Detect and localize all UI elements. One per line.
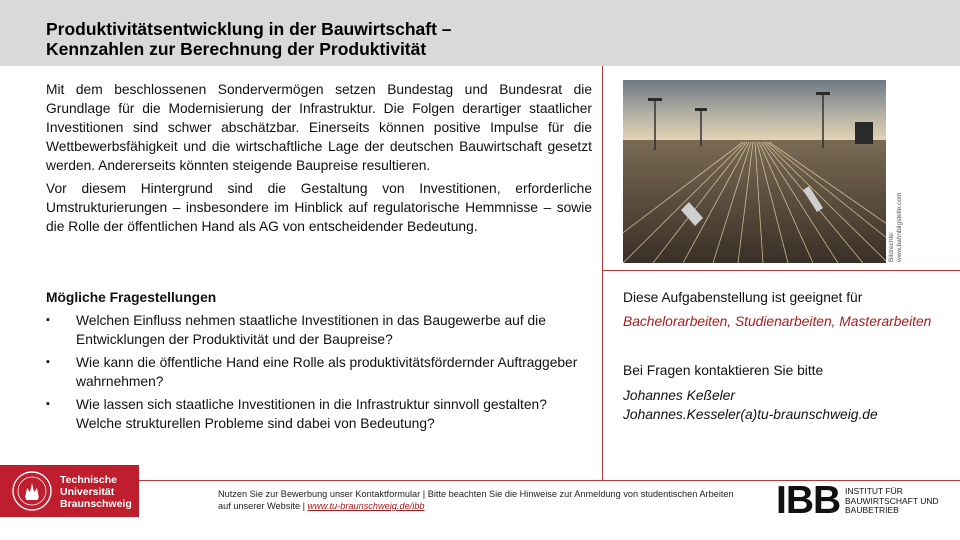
questions-heading: Mögliche Fragestellungen [46,290,217,305]
questions-list [46,311,592,437]
page-title-line2: Kennzahlen zur Berechnung der Produktivität [46,39,427,59]
bullet-icon: ▪ [46,314,50,326]
ibb-logo-mark: IBB [776,479,841,522]
question-text: Welchen Einfluss nehmen staatliche Investitionen in das Baugewerbe auf die Entwicklungen der Produktivität und der Baupreise? [76,313,546,347]
tu-line-2: Universität [60,486,115,498]
tu-line-1: Technische [60,474,117,486]
university-seal-icon [11,470,53,512]
tu-line-3: Braunschweig [60,498,132,510]
footer-note-text: Nutzen Sie zur Bewerbung unser Kontaktformular | Bitte beachten Sie die Hinweise zur Anmeldung von studentischen Arbeiten auf unserer Website | [218,489,734,511]
vertical-divider [602,66,603,480]
ibb-institute-name [845,487,939,516]
intro-paragraph-1: Mit dem beschlossenen Sondervermögen setzen Bundestag und Bundesrat die Grundlage für die Modernisierung der Infrastruktur. Die Folgen derartiger staatlicher Investitionen sind schwer abschätzbar. Einerseits können positive Impulse für die Wettbewerbsfähigkeit und die wirtschaftliche Lage der deutschen Bauwirtschaft gesetzt werden. Andererseits könnten steigende Baupreise resultieren. [46,82,592,173]
suitability-text: Diese Aufgabenstellung ist geeignet für [623,290,863,305]
photo-credit-line1: Bildrechte: [888,231,895,262]
ibb-line-1: INSTITUT FÜR [845,486,903,496]
intro-paragraph-2: Vor diesem Hintergrund sind die Gestaltung von Investitionen, erforderliche Umstrukturierungen – insbesondere im Hinblick auf regulatorische Hemmnisse – sowie die Rolle der öffentlichen Hand als AG von entscheidender Bedeutung. [46,181,592,234]
contact-email: Johannes.Kesseler(a)tu-braunschweig.de [623,407,878,422]
thesis-types: Bachelorarbeiten, Studienarbeiten, Masterarbeiten [623,314,932,329]
list-item [46,395,592,433]
contact-info [623,386,953,424]
page-title [46,19,452,59]
ibb-line-3: BAUBETRIEB [845,505,899,515]
header-bar [0,0,960,66]
page-title-line1: Produktivitätsentwicklung in der Bauwirtschaft – [46,19,452,39]
list-item [46,311,592,349]
ibb-line-2: BAUWIRTSCHAFT UND [845,495,939,506]
photo-credit [888,172,904,262]
contact-lead: Bei Fragen kontaktieren Sie bitte [623,363,824,378]
question-text: Wie kann die öffentliche Hand eine Rolle als produktivitätsfördernder Auftraggeber wahrnehmen? [76,355,578,389]
contact-name: Johannes Keßeler [623,388,735,403]
tu-wordmark [60,474,132,510]
bullet-icon: ▪ [46,356,50,368]
bullet-icon: ▪ [46,398,50,410]
list-item [46,353,592,391]
question-text: Wie lassen sich staatliche Investitionen in die Infrastruktur sinnvoll gestalten? Welche strukturellen Probleme sind dabei von Bedeutung? [76,397,547,431]
railway-photo [623,80,886,263]
intro-text [46,80,592,236]
photo-credit-line2: www.bahnbilgstelle.com [896,192,903,262]
footer-note [218,488,738,512]
tu-braunschweig-logo [0,465,139,517]
website-link[interactable]: www.tu-braunschweig.de/ibb [307,501,425,511]
railway-yard-image [623,80,886,263]
sidebar-divider [602,270,960,271]
